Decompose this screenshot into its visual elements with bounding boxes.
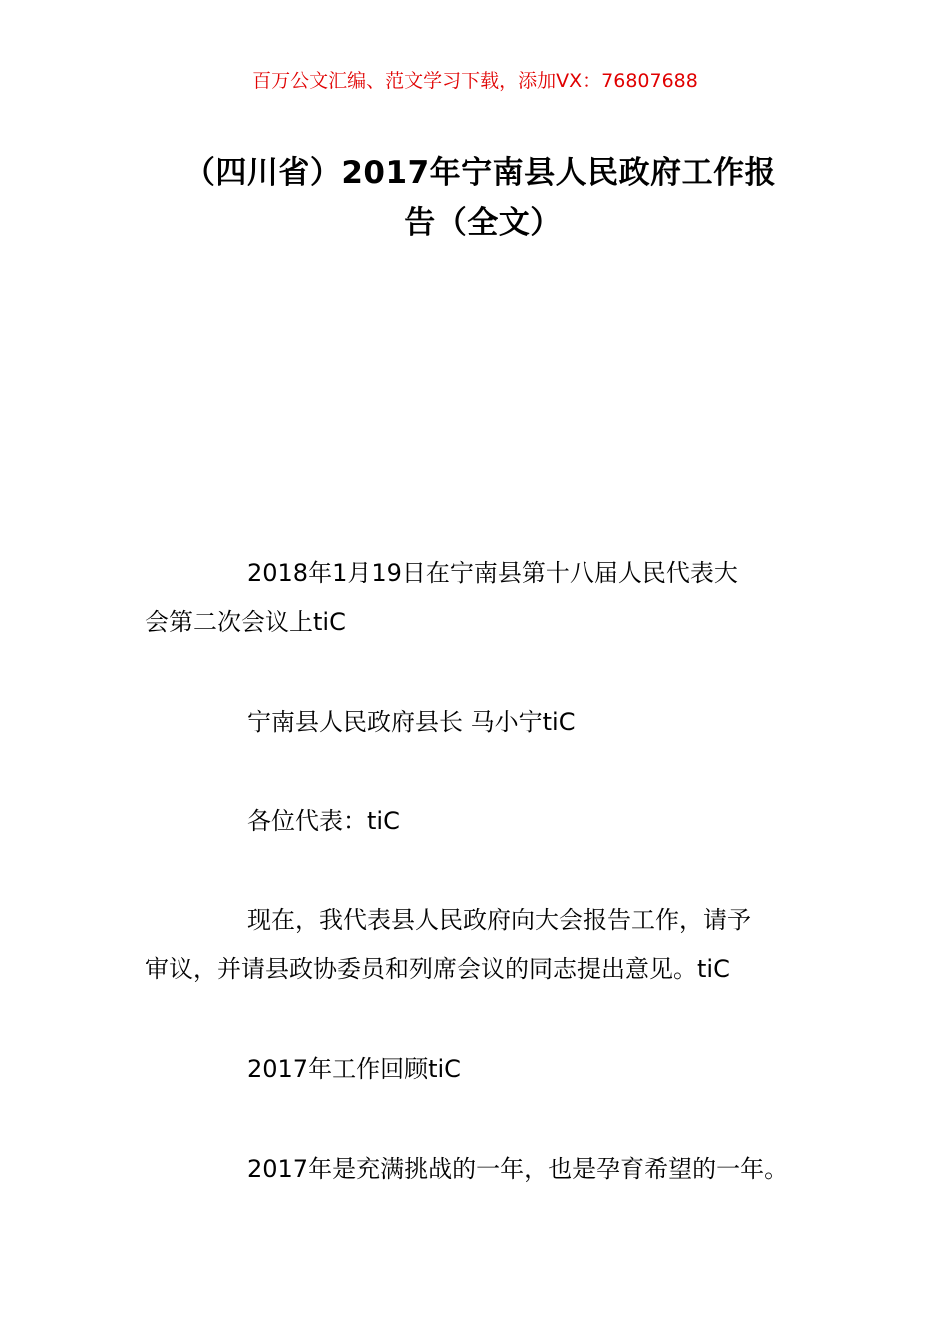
paragraph-intro — [145, 896, 815, 994]
title-line-1: （四川省）2017年宁南县人民政府工作报 — [183, 155, 777, 191]
section-heading-review — [145, 1045, 815, 1094]
paragraph-line: 2018年1月19日在宁南县第十八届人民代表大 — [247, 559, 738, 587]
paragraph-line: 会第二次会议上tiC — [145, 608, 346, 636]
paragraph-author — [145, 698, 815, 747]
paragraph-line: 现在，我代表县人民政府向大会报告工作，请予 — [247, 906, 751, 934]
paragraph-meeting-info — [145, 549, 815, 647]
paragraph-review-opening — [145, 1145, 815, 1194]
document-title — [150, 148, 810, 248]
paragraph-salutation — [145, 797, 815, 846]
title-line-2: 告（全文） — [404, 205, 562, 241]
paragraph-line: 各位代表：tiC — [247, 807, 400, 835]
header-note: 百万公文汇编、范文学习下载，添加VX：76807688 — [252, 70, 698, 92]
paragraph-line: 2017年是充满挑战的一年，也是孕育希望的一年。 — [247, 1155, 789, 1183]
paragraph-line: 审议，并请县政协委员和列席会议的同志提出意见。tiC — [145, 955, 730, 983]
paragraph-line: 2017年工作回顾tiC — [247, 1055, 461, 1083]
paragraph-line: 宁南县人民政府县长 马小宁tiC — [247, 708, 576, 736]
